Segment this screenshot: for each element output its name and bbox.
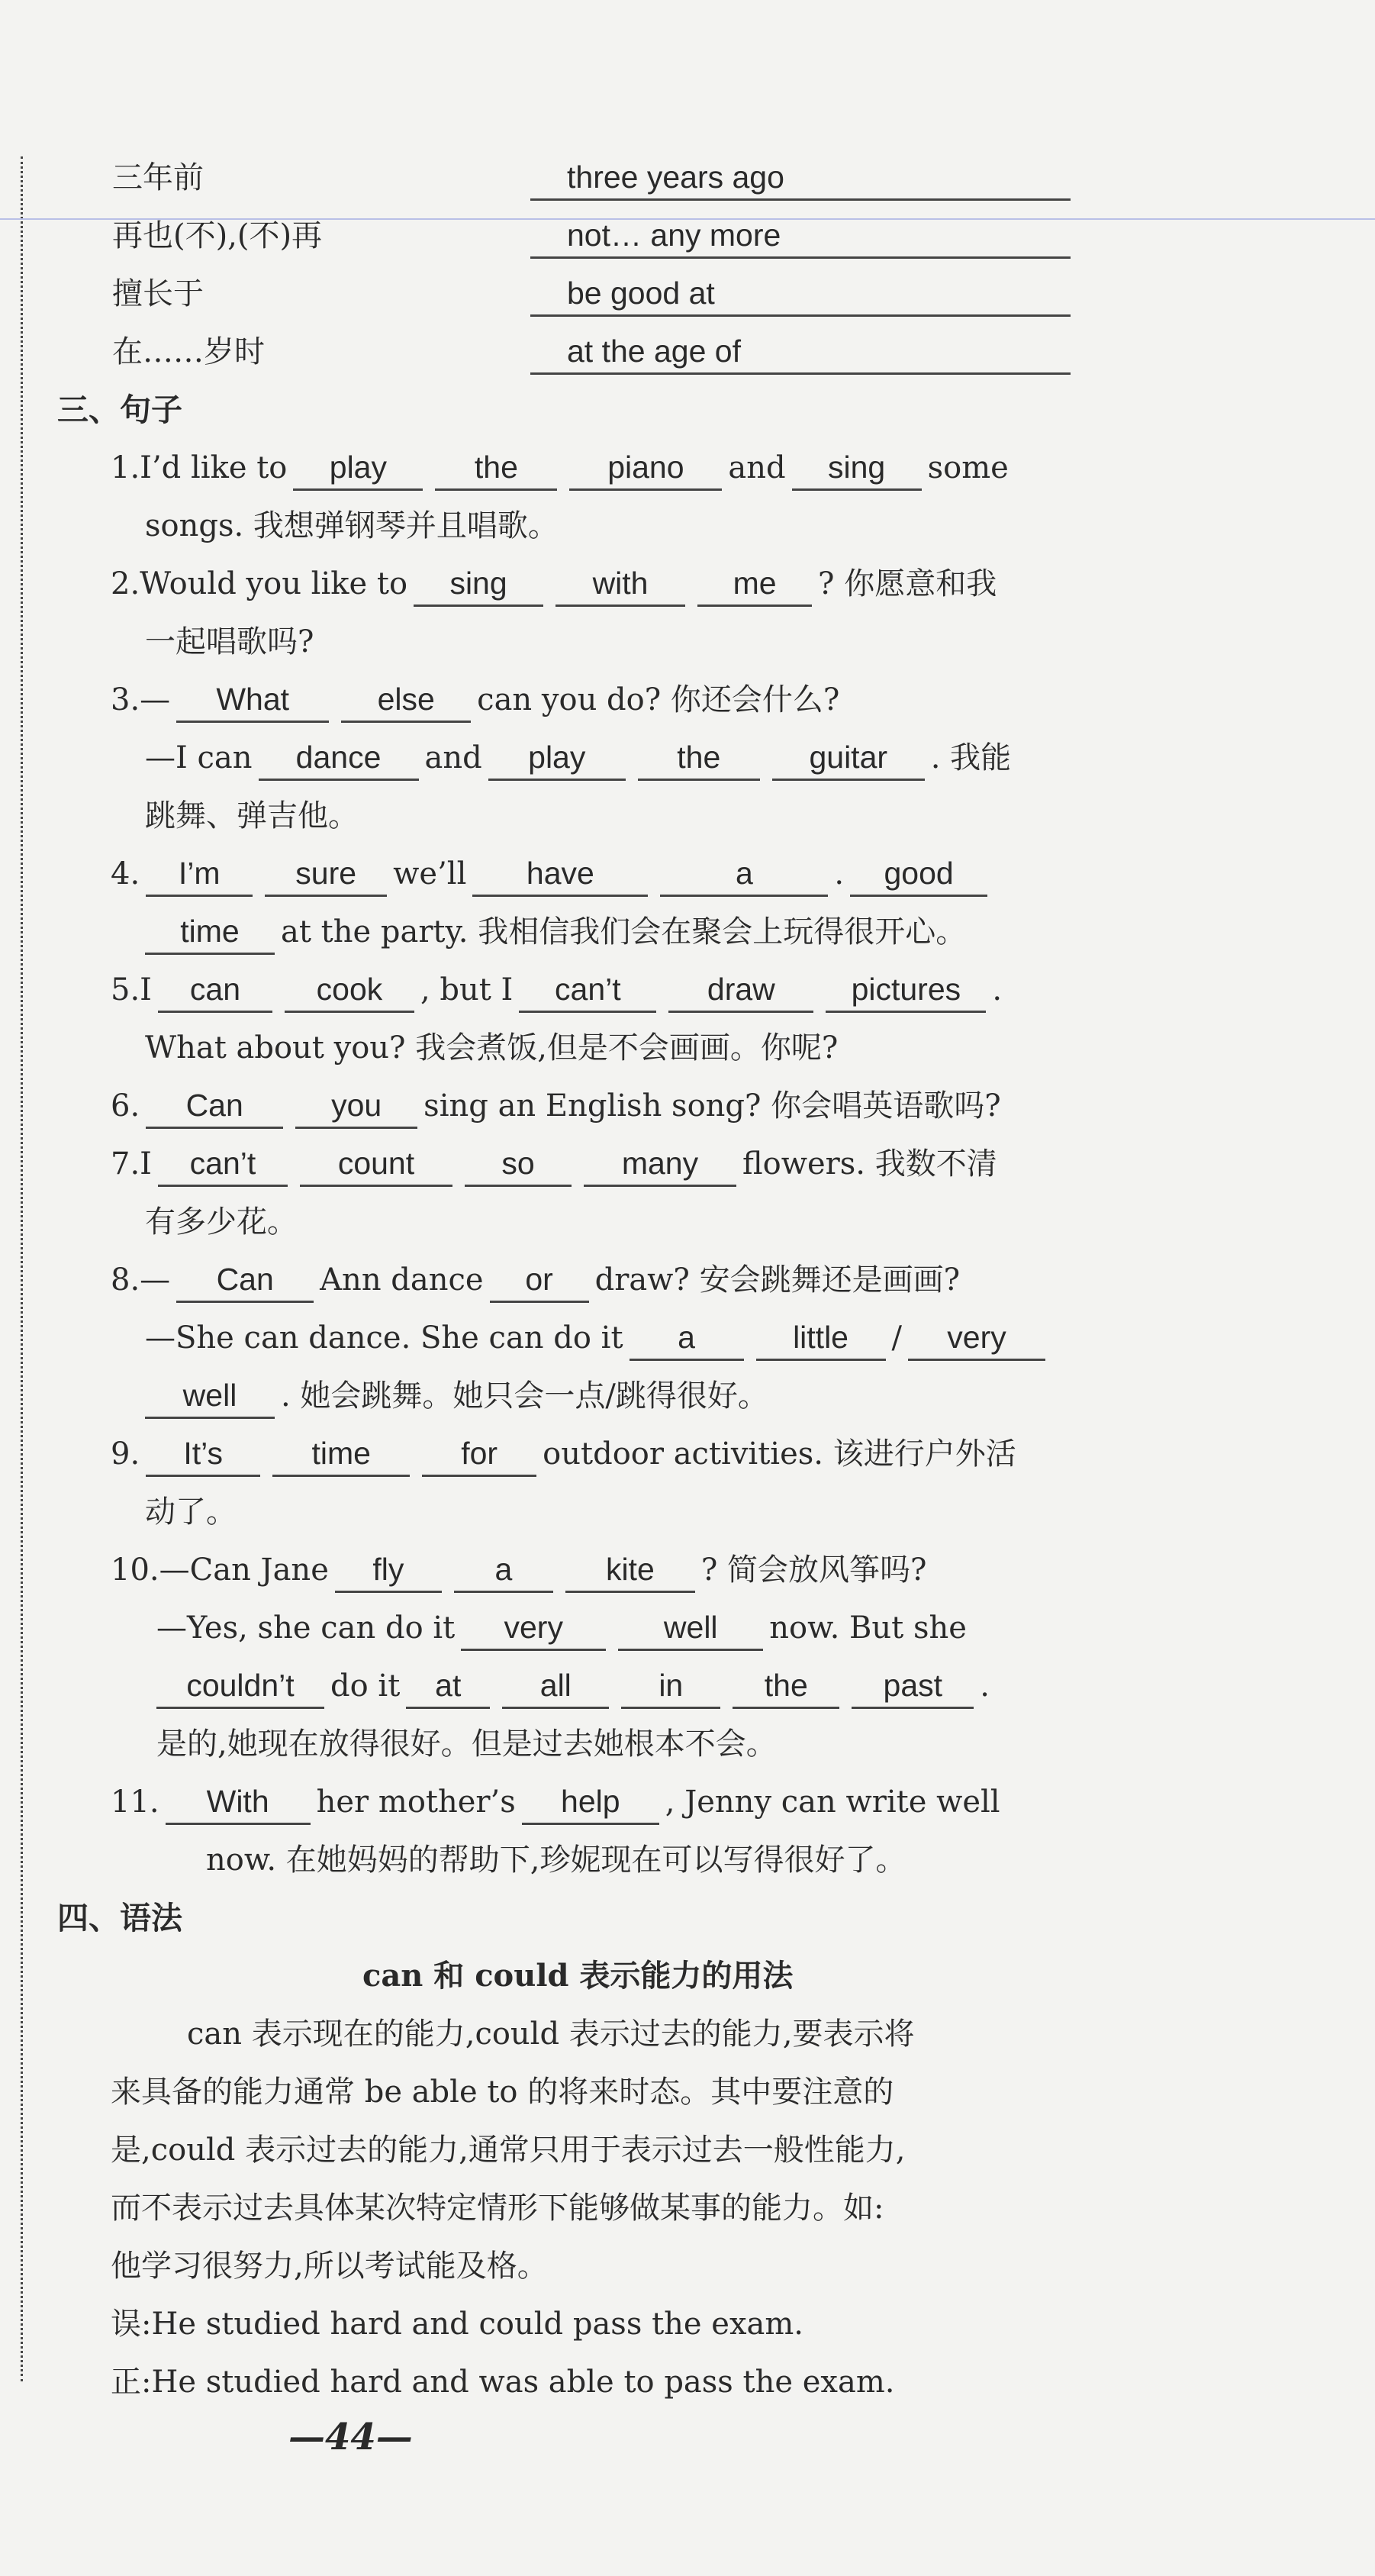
blank-answer: else: [341, 678, 471, 723]
phrase-row: [112, 213, 1077, 259]
blank-answer: couldn’t: [156, 1664, 324, 1709]
text: .: [992, 972, 1003, 1008]
blank-answer: kite: [565, 1548, 695, 1593]
blank-answer: the: [435, 446, 557, 491]
grammar-subtitle: can 和 could 表示能力的用法: [362, 1958, 794, 1994]
sentence-3-line2: [145, 735, 1011, 781]
blank-answer: with: [555, 562, 685, 607]
text: flowers. 我数不清: [742, 1146, 997, 1182]
blank-answer: count: [300, 1142, 452, 1187]
blank-answer: very: [461, 1606, 606, 1651]
phrase-row: [112, 329, 1077, 375]
text: at the party. 我相信我们会在聚会上玩得很开心。: [281, 914, 967, 949]
text: . 我能: [930, 740, 1012, 775]
text: 7.I: [111, 1146, 152, 1182]
blank-answer: sing: [792, 446, 922, 491]
blank-answer: past: [852, 1664, 974, 1709]
blank-answer: the: [733, 1664, 839, 1709]
blank-answer: a: [660, 852, 828, 897]
text: , but I: [420, 972, 514, 1008]
phrase-row: [112, 155, 1077, 201]
text: 9.: [111, 1436, 140, 1472]
sentence-3-cont: 跳舞、弹吉他。: [145, 798, 359, 833]
sentence-4-line2: [145, 909, 966, 955]
blank-answer: all: [502, 1664, 609, 1709]
text: can you do? 你还会什么?: [477, 682, 840, 717]
phrase-cn: 擅长于: [112, 276, 204, 311]
blank-answer: the: [638, 736, 760, 781]
sentence-3: [111, 677, 839, 723]
phrase-answer: not… any more: [530, 214, 1071, 259]
grammar-paragraph-line: 来具备的能力通常 be able to 的将来时态。其中要注意的: [111, 2075, 894, 2110]
text: .: [834, 856, 845, 891]
blank-answer: can’t: [519, 968, 656, 1013]
text: —I can: [145, 740, 253, 775]
text: .: [980, 1668, 990, 1704]
sentence-10-line2: [156, 1605, 967, 1651]
grammar-paragraph-line: can 表示现在的能力,could 表示过去的能力,要表示将: [187, 2017, 915, 2052]
page-number: —44—: [288, 2416, 413, 2458]
blank-answer: very: [908, 1316, 1045, 1361]
text: 3.—: [111, 682, 171, 717]
sentence-1-cont: songs. 我想弹钢琴并且唱歌。: [145, 508, 559, 543]
blank-answer: pictures: [826, 968, 986, 1013]
blank-answer: so: [465, 1142, 572, 1187]
text: and: [728, 450, 786, 485]
blank-answer: well: [145, 1374, 275, 1419]
text: 8.—: [111, 1262, 171, 1298]
text: 10.—Can Jane: [111, 1552, 329, 1588]
phrase-answer: be good at: [530, 272, 1071, 317]
example-right: 正:He studied hard and was able to pass the exam.: [111, 2365, 895, 2400]
sentence-11: [111, 1779, 1000, 1825]
blank-answer: dance: [259, 736, 419, 781]
section-heading: 四、语法: [57, 1900, 182, 1936]
phrase-cn: 三年前: [112, 160, 204, 195]
text: —Yes, she can do it: [156, 1610, 456, 1646]
blank-answer: you: [295, 1084, 417, 1129]
sentence-8-line3: [145, 1373, 768, 1419]
blank-answer: sing: [414, 562, 543, 607]
text: and: [424, 740, 482, 775]
text: 4.: [111, 856, 140, 891]
sentence-8-line2: [145, 1315, 1051, 1361]
section-heading: 三、句子: [57, 392, 182, 428]
phrase-row: [112, 271, 1077, 317]
blank-answer: at: [406, 1664, 490, 1709]
sentence-7: [111, 1141, 997, 1187]
text: 1.I’d like to: [111, 450, 288, 485]
text: draw? 安会跳舞还是画画?: [594, 1262, 961, 1298]
text: 6.: [111, 1088, 140, 1124]
blank-answer: little: [756, 1316, 886, 1361]
text: 2.Would you like to: [111, 566, 408, 601]
blank-answer: good: [850, 852, 987, 897]
blank-answer: help: [522, 1780, 659, 1825]
blank-answer: What: [176, 678, 329, 723]
text: sing an English song? 你会唱英语歌吗?: [423, 1088, 1001, 1124]
blank-answer: I’m: [146, 852, 253, 897]
text: some: [927, 450, 1009, 485]
blank-answer: Can: [176, 1258, 314, 1303]
text: now. But she: [769, 1610, 967, 1646]
sentence-7-cont: 有多少花。: [145, 1204, 298, 1240]
sentence-10: [111, 1547, 926, 1593]
sentence-9: [111, 1431, 1016, 1477]
sentence-1: [111, 445, 1009, 491]
blank-answer: a: [630, 1316, 744, 1361]
blank-answer: time: [145, 910, 275, 955]
sentence-6: [111, 1083, 1001, 1129]
sentence-11-cont: now. 在她妈妈的帮助下,珍妮现在可以写得很好了。: [206, 1843, 906, 1878]
text: ? 你愿意和我: [818, 566, 997, 601]
blank-answer: or: [490, 1258, 589, 1303]
sentence-9-cont: 动了。: [145, 1494, 237, 1530]
text: Ann dance: [320, 1262, 484, 1298]
grammar-paragraph-line: 是,could 表示过去的能力,通常只用于表示过去一般性能力,: [111, 2133, 906, 2168]
blank-answer: With: [166, 1780, 311, 1825]
blank-answer: play: [488, 736, 626, 781]
text: 5.I: [111, 972, 152, 1008]
blank-answer: sure: [265, 852, 387, 897]
text: outdoor activities. 该进行户外活: [543, 1436, 1016, 1472]
sentence-2: [111, 561, 997, 607]
phrase-answer: three years ago: [530, 156, 1071, 201]
blank-answer: in: [621, 1664, 720, 1709]
text: ? 简会放风筝吗?: [700, 1552, 927, 1588]
blank-answer: piano: [569, 446, 722, 491]
text: we’ll: [393, 856, 467, 891]
sentence-2-cont: 一起唱歌吗?: [145, 624, 314, 659]
phrase-cn: 在……岁时: [112, 334, 265, 369]
sentence-10-line3: [156, 1663, 990, 1709]
sentence-8: [111, 1257, 960, 1303]
blank-answer: a: [454, 1548, 553, 1593]
blank-answer: many: [584, 1142, 736, 1187]
blank-answer: for: [422, 1432, 536, 1477]
text: do it: [330, 1668, 401, 1704]
phrase-cn: 再也(不),(不)再: [112, 218, 323, 253]
text: her mother’s: [316, 1785, 516, 1820]
grammar-paragraph-line: 而不表示过去具体某次特定情形下能够做某事的能力。如:: [111, 2191, 884, 2226]
blank-answer: It’s: [146, 1432, 260, 1477]
blank-answer: fly: [335, 1548, 442, 1593]
blank-answer: can: [158, 968, 272, 1013]
blank-answer: have: [472, 852, 648, 897]
blank-answer: cook: [285, 968, 414, 1013]
blank-answer: me: [697, 562, 812, 607]
grammar-paragraph-line: 他学习很努力,所以考试能及格。: [111, 2249, 548, 2284]
text: 11.: [111, 1785, 159, 1820]
sentence-5-cont: What about you? 我会煮饭,但是不会画画。你呢?: [145, 1030, 839, 1066]
blank-answer: time: [272, 1432, 410, 1477]
blank-answer: guitar: [772, 736, 925, 781]
blank-answer: play: [293, 446, 423, 491]
blank-answer: Can: [146, 1084, 283, 1129]
text: . 她会跳舞。她只会一点/跳得很好。: [281, 1378, 768, 1414]
sentence-4: [111, 851, 993, 897]
blank-answer: can’t: [158, 1142, 288, 1187]
sentence-10-cont: 是的,她现在放得很好。但是过去她根本不会。: [156, 1726, 777, 1762]
example-wrong: 误:He studied hard and could pass the exam.: [111, 2307, 804, 2342]
text: /: [891, 1320, 903, 1356]
text: —She can dance. She can do it: [145, 1320, 623, 1356]
text: , Jenny can write well: [665, 1785, 1000, 1820]
blank-answer: well: [618, 1606, 763, 1651]
sentence-5: [111, 967, 1002, 1013]
blank-answer: draw: [668, 968, 813, 1013]
phrase-answer: at the age of: [530, 330, 1071, 375]
